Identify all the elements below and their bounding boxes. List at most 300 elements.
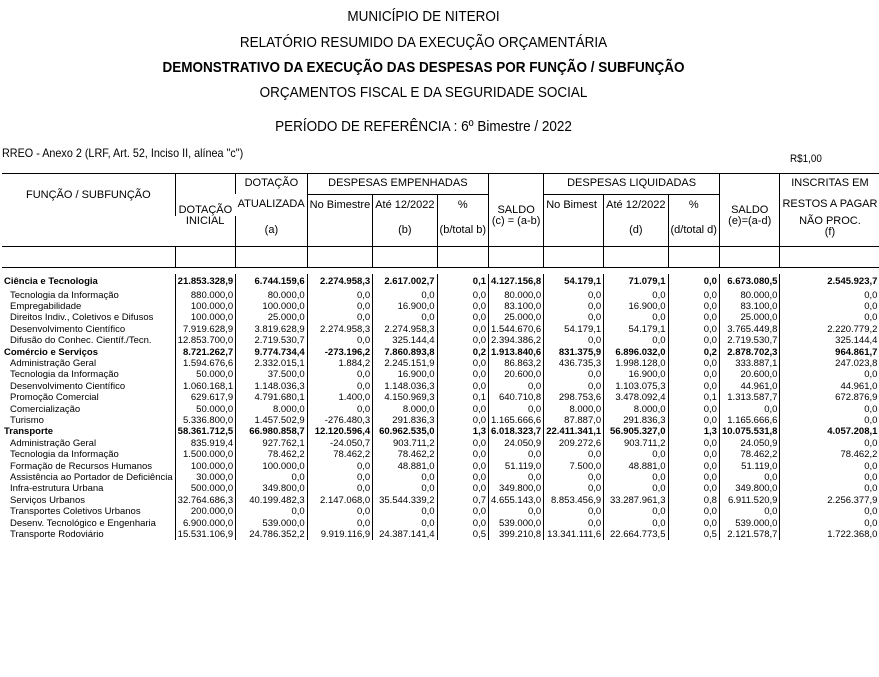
- col-saldo2: SALDO: [719, 174, 779, 217]
- row-value: 1.884,2: [307, 358, 373, 369]
- row-value: 8.000,0: [544, 404, 604, 415]
- row-value: 80.000,0: [489, 290, 544, 301]
- row-value: 0,0: [489, 381, 544, 392]
- row-value: 0,0: [489, 404, 544, 415]
- row-value: 0,0: [780, 312, 879, 323]
- row-value: 0,0: [780, 506, 879, 517]
- row-label: Desenvolvimento Científico: [10, 380, 126, 392]
- table-row: [2, 506, 879, 517]
- row-value: 0,0: [489, 449, 544, 460]
- row-value: 51.119,0: [719, 461, 779, 472]
- row-label: Difusão do Conhec. Científ./Tecn.: [10, 335, 152, 347]
- row-value: 20.600,0: [719, 369, 779, 380]
- col-dotacao-inicial-2: INICIAL: [185, 215, 225, 227]
- row-value: 22.411.341,1: [544, 426, 604, 437]
- row-label: Transportes Coletivos Urbanos: [10, 506, 141, 518]
- row-label: Tecnologia da Informação: [10, 369, 119, 381]
- row-value: 0,0: [604, 483, 668, 494]
- row-value: 0,5: [437, 529, 488, 540]
- row-value: 6.900.000,0: [175, 518, 235, 529]
- row-value: 2.274.958,3: [307, 274, 373, 290]
- row-value: 78.462,2: [307, 449, 373, 460]
- row-value: 903.711,2: [604, 438, 668, 449]
- row-value: 964.861,7: [780, 347, 879, 358]
- row-value: 0,0: [604, 290, 668, 301]
- row-value: 0,0: [604, 449, 668, 460]
- row-label: Empregabilidade: [10, 300, 82, 312]
- row-value: 0,0: [307, 472, 373, 483]
- row-value: 0,1: [437, 392, 488, 403]
- table-row: [2, 274, 879, 290]
- row-value: 6.744.159,6: [236, 274, 308, 290]
- expenses-table: [2, 173, 879, 540]
- row-value: 0,0: [437, 449, 488, 460]
- row-value: 3.765.449,8: [719, 324, 779, 335]
- row-value: 0,0: [544, 449, 604, 460]
- row-value: 8.000,0: [373, 404, 437, 415]
- row-label: Infra-estrutura Urbana: [10, 483, 104, 495]
- row-value: 539.000,0: [489, 518, 544, 529]
- row-label: Promoção Comercial: [10, 392, 99, 404]
- row-value: 672.876,9: [780, 392, 879, 403]
- row-value: 33.287.961,3: [604, 495, 668, 506]
- row-value: 78.462,2: [236, 449, 308, 460]
- row-value: 0,0: [668, 461, 719, 472]
- row-value: 0,0: [719, 472, 779, 483]
- row-value: 0,0: [780, 290, 879, 301]
- row-value: 6.673.080,5: [719, 274, 779, 290]
- row-value: 9.774.734,4: [236, 347, 308, 358]
- row-value: 0,1: [668, 392, 719, 403]
- table-row: [2, 392, 879, 403]
- row-value: 0,0: [544, 335, 604, 346]
- row-value: 1.722.368,0: [780, 529, 879, 540]
- row-value: 48.881,0: [604, 461, 668, 472]
- col-restos-4: (f): [824, 226, 836, 239]
- row-value: 0,0: [307, 518, 373, 529]
- row-value: 0,0: [668, 404, 719, 415]
- row-value: 12.120.596,4: [307, 426, 373, 437]
- row-value: 629.617,9: [175, 392, 235, 403]
- row-value: 349.800,0: [236, 483, 308, 494]
- col-restos-2: RESTOS A PAGAR: [780, 194, 879, 216]
- row-value: 0,0: [780, 404, 879, 415]
- row-value: 4.150.969,3: [373, 392, 437, 403]
- row-value: 7.500,0: [544, 461, 604, 472]
- row-value: 7.860.893,8: [373, 347, 437, 358]
- row-value: 44.961,0: [719, 381, 779, 392]
- row-value: 0,0: [437, 290, 488, 301]
- row-value: 0,1: [437, 274, 488, 290]
- table-row: [2, 449, 879, 460]
- row-value: 1.457.502,9: [236, 415, 308, 426]
- row-label: Desenv. Tecnológico e Engenharia: [10, 517, 156, 529]
- row-value: 12.853.700,0: [175, 335, 235, 346]
- row-value: 0,0: [780, 438, 879, 449]
- row-value: 2.394.386,2: [489, 335, 544, 346]
- row-value: 21.853.328,9: [175, 274, 235, 290]
- row-value: 0,0: [668, 358, 719, 369]
- row-value: 0,0: [307, 483, 373, 494]
- row-value: 44.961,0: [780, 381, 879, 392]
- row-value: 0,0: [373, 312, 437, 323]
- row-value: 1.500.000,0: [175, 449, 235, 460]
- row-value: 100.000,0: [175, 461, 235, 472]
- row-value: 0,0: [437, 438, 488, 449]
- row-value: 0,0: [668, 290, 719, 301]
- row-value: 8.000,0: [604, 404, 668, 415]
- row-value: 0,7: [437, 495, 488, 506]
- row-value: 399.210,8: [489, 529, 544, 540]
- table-row: [2, 426, 879, 437]
- row-value: 6.018.323,7: [489, 426, 544, 437]
- row-value: 0,0: [437, 301, 488, 312]
- row-value: 5.336.800,0: [175, 415, 235, 426]
- row-value: 325.144,4: [373, 335, 437, 346]
- col-dotacao-atual-2: ATUALIZADA: [237, 198, 305, 211]
- row-value: 7.919.628,9: [175, 324, 235, 335]
- row-value: 0,0: [668, 518, 719, 529]
- col-liquidadas: DESPESAS LIQUIDADAS: [544, 174, 720, 195]
- row-value: 0,0: [668, 324, 719, 335]
- row-value: 298.753,6: [544, 392, 604, 403]
- row-value: 3.819.628,9: [236, 324, 308, 335]
- row-value: 831.375,9: [544, 347, 604, 358]
- row-value: 66.980.858,7: [236, 426, 308, 437]
- row-label: Serviços Urbanos: [10, 494, 85, 506]
- row-value: 100.000,0: [175, 312, 235, 323]
- row-value: 9.919.116,9: [307, 529, 373, 540]
- row-value: 83.100,0: [489, 301, 544, 312]
- col-dotacao-inicial-1: DOTAÇÃO: [175, 174, 235, 217]
- row-value: 0,0: [373, 290, 437, 301]
- row-value: 0,0: [307, 461, 373, 472]
- row-value: 0,0: [437, 312, 488, 323]
- row-value: 247.023,8: [780, 358, 879, 369]
- row-value: 0,0: [544, 506, 604, 517]
- row-value: 16.900,0: [604, 369, 668, 380]
- row-label: Tecnologia da Informação: [10, 289, 119, 301]
- row-value: 78.462,2: [373, 449, 437, 460]
- row-value: 0,0: [307, 335, 373, 346]
- row-value: 640.710,8: [489, 392, 544, 403]
- row-value: 0,0: [780, 472, 879, 483]
- row-value: 0,2: [668, 347, 719, 358]
- row-value: 0,0: [668, 415, 719, 426]
- row-value: 54.179,1: [544, 324, 604, 335]
- row-value: 0,5: [668, 529, 719, 540]
- row-value: 0,0: [604, 472, 668, 483]
- row-value: 436.735,3: [544, 358, 604, 369]
- row-value: 0,0: [719, 506, 779, 517]
- row-value: 0,0: [437, 483, 488, 494]
- row-value: 0,0: [236, 472, 308, 483]
- table-row: [2, 335, 879, 346]
- row-value: 1,3: [437, 426, 488, 437]
- row-value: 24.050,9: [719, 438, 779, 449]
- row-value: 0,0: [668, 449, 719, 460]
- col-empenhadas: DESPESAS EMPENHADAS: [307, 174, 488, 195]
- row-value: 0,0: [544, 472, 604, 483]
- row-value: 0,2: [437, 347, 488, 358]
- row-value: 80.000,0: [719, 290, 779, 301]
- row-value: 0,0: [604, 312, 668, 323]
- row-value: 500.000,0: [175, 483, 235, 494]
- row-value: 56.905.327,0: [604, 426, 668, 437]
- row-label: Comércio e Serviços: [4, 346, 98, 358]
- row-value: 54.179,1: [604, 324, 668, 335]
- table-row: [2, 438, 879, 449]
- row-value: 24.050,9: [489, 438, 544, 449]
- row-value: 35.544.339,2: [373, 495, 437, 506]
- table-row: [2, 301, 879, 312]
- table-row: [2, 369, 879, 380]
- row-value: 0,0: [373, 483, 437, 494]
- row-value: 0,0: [780, 301, 879, 312]
- row-value: 539.000,0: [236, 518, 308, 529]
- row-value: 10.075.531,8: [719, 426, 779, 437]
- row-label: Turismo: [10, 414, 44, 426]
- row-value: 51.119,0: [489, 461, 544, 472]
- row-value: 8.000,0: [236, 404, 308, 415]
- table-body: [2, 268, 879, 541]
- row-value: 0,0: [437, 369, 488, 380]
- row-value: 291.836,3: [604, 415, 668, 426]
- table-row: [2, 358, 879, 369]
- row-value: 8.721.262,7: [175, 347, 235, 358]
- row-value: 6.911.520,9: [719, 495, 779, 506]
- row-value: 0,0: [780, 483, 879, 494]
- table-row: [2, 404, 879, 415]
- row-value: 0,0: [489, 472, 544, 483]
- row-label: Transporte Rodoviário: [10, 529, 104, 541]
- row-value: 1.148.036,3: [373, 381, 437, 392]
- row-label: Assistência ao Portador de Deficiência: [10, 472, 173, 483]
- row-value: 4.057.208,1: [780, 426, 879, 437]
- row-value: 927.762,1: [236, 438, 308, 449]
- row-label: Comercialização: [10, 403, 81, 415]
- row-value: 25.000,0: [236, 312, 308, 323]
- row-value: 0,0: [437, 461, 488, 472]
- col-emp-ate-b: (b): [373, 216, 437, 247]
- row-value: 71.079,1: [604, 274, 668, 290]
- row-value: 2.274.958,3: [307, 324, 373, 335]
- row-value: 40.199.482,3: [236, 495, 308, 506]
- row-value: 1.913.840,6: [489, 347, 544, 358]
- row-value: 2.245.151,9: [373, 358, 437, 369]
- row-value: 0,0: [437, 506, 488, 517]
- row-value: 87.887,0: [544, 415, 604, 426]
- row-value: 48.881,0: [373, 461, 437, 472]
- row-value: 22.664.773,5: [604, 529, 668, 540]
- row-value: 325.144,4: [780, 335, 879, 346]
- row-value: 2.121.578,7: [719, 529, 779, 540]
- row-value: 0,0: [307, 369, 373, 380]
- row-label: Tecnologia da Informação: [10, 449, 119, 461]
- row-value: 24.786.352,2: [236, 529, 308, 540]
- row-value: 6.896.032,0: [604, 347, 668, 358]
- row-label: Transporte: [4, 426, 54, 438]
- row-value: 2.332.015,1: [236, 358, 308, 369]
- row-value: 0,0: [307, 404, 373, 415]
- row-value: -24.050,7: [307, 438, 373, 449]
- row-value: 0,0: [544, 312, 604, 323]
- col-funcao: FUNÇÃO / SUBFUNÇÃO: [25, 189, 151, 201]
- row-value: 58.361.712,5: [175, 426, 235, 437]
- row-value: 1.165.666,6: [489, 415, 544, 426]
- row-value: 1.998.128,0: [604, 358, 668, 369]
- row-value: 4.127.156,8: [489, 274, 544, 290]
- row-value: 2.617.002,7: [373, 274, 437, 290]
- row-value: 0,0: [307, 301, 373, 312]
- row-value: 1.060.168,1: [175, 381, 235, 392]
- row-value: 0,0: [668, 369, 719, 380]
- col-emp-pct: %: [437, 194, 488, 216]
- row-value: 0,0: [668, 381, 719, 392]
- row-value: -276.480,3: [307, 415, 373, 426]
- table-row: [2, 461, 879, 472]
- row-value: 20.600,0: [489, 369, 544, 380]
- row-value: 539.000,0: [719, 518, 779, 529]
- row-value: 1.594.676,6: [175, 358, 235, 369]
- row-value: 1.148.036,3: [236, 381, 308, 392]
- col-emp-pct-2: (b/total b): [437, 216, 488, 247]
- row-value: 0,0: [604, 506, 668, 517]
- row-value: 80.000,0: [236, 290, 308, 301]
- row-value: 1.103.075,3: [604, 381, 668, 392]
- row-label: Ciência e Tecnologia: [4, 275, 98, 287]
- table-row: [2, 483, 879, 494]
- table-row: [2, 347, 879, 358]
- row-value: 83.100,0: [719, 301, 779, 312]
- row-value: 100.000,0: [236, 461, 308, 472]
- report-title: RELATÓRIO RESUMIDO DA EXECUÇÃO ORÇAMENTÁRIA: [239, 34, 608, 51]
- table-row: [2, 415, 879, 426]
- row-value: 1,3: [668, 426, 719, 437]
- row-value: 2.274.958,3: [373, 324, 437, 335]
- row-value: 24.387.141,4: [373, 529, 437, 540]
- row-value: 0,0: [544, 518, 604, 529]
- table-row: [2, 518, 879, 529]
- row-value: 32.764.686,3: [175, 495, 235, 506]
- row-value: 0,0: [668, 472, 719, 483]
- row-value: 903.711,2: [373, 438, 437, 449]
- currency-unit: R$1,00: [790, 153, 822, 165]
- row-value: 0,0: [668, 312, 719, 323]
- col-dotacao-atual-3: (a): [236, 216, 308, 247]
- row-value: 1.165.666,6: [719, 415, 779, 426]
- col-saldo1: SALDO: [489, 174, 544, 217]
- col-liq-ate: Até 12/2022: [604, 194, 668, 216]
- table-row: [2, 290, 879, 301]
- reference-period: PERÍODO DE REFERÊNCIA : 6º Bimestre / 2022: [275, 118, 572, 135]
- row-value: 0,0: [437, 381, 488, 392]
- row-value: 0,0: [668, 274, 719, 290]
- row-value: 30.000,0: [175, 472, 235, 483]
- col-liq-ate-d: (d): [604, 216, 668, 247]
- row-value: 0,0: [437, 472, 488, 483]
- row-label: Administração Geral: [10, 357, 97, 369]
- row-value: 0,0: [437, 415, 488, 426]
- row-value: 0,0: [437, 358, 488, 369]
- row-value: 0,0: [668, 301, 719, 312]
- row-value: 0,0: [373, 518, 437, 529]
- row-value: 0,0: [437, 518, 488, 529]
- row-value: 2.220.779,2: [780, 324, 879, 335]
- row-value: 100.000,0: [236, 301, 308, 312]
- row-value: 349.800,0: [719, 483, 779, 494]
- row-value: 25.000,0: [489, 312, 544, 323]
- col-emp-bim: No Bimestre: [307, 194, 373, 216]
- row-value: 2.719.530,7: [719, 335, 779, 346]
- annex-reference: RREO - Anexo 2 (LRF, Art. 52, Inciso II, alínea "c"): [2, 146, 244, 160]
- row-value: 0,0: [668, 506, 719, 517]
- row-value: 50.000,0: [175, 369, 235, 380]
- row-value: 0,0: [544, 483, 604, 494]
- row-value: 333.887,1: [719, 358, 779, 369]
- row-value: 0,0: [437, 335, 488, 346]
- col-dotacao-atual-1: DOTAÇÃO: [236, 174, 308, 195]
- row-label: Administração Geral: [10, 437, 97, 449]
- row-value: 0,0: [668, 483, 719, 494]
- row-value: 0,0: [236, 506, 308, 517]
- row-value: 0,0: [780, 369, 879, 380]
- table-row: [2, 381, 879, 392]
- row-value: 291.836,3: [373, 415, 437, 426]
- table-row: [2, 472, 879, 483]
- row-value: 2.545.923,7: [780, 274, 879, 290]
- row-value: 16.900,0: [604, 301, 668, 312]
- table-row: [2, 312, 879, 323]
- municipality-title: MUNICÍPIO DE NITEROI: [347, 8, 500, 25]
- row-value: 13.341.111,6: [544, 529, 604, 540]
- row-value: 0,0: [373, 506, 437, 517]
- row-value: 0,0: [719, 404, 779, 415]
- row-value: 0,0: [604, 518, 668, 529]
- row-value: 25.000,0: [719, 312, 779, 323]
- row-value: 1.313.587,7: [719, 392, 779, 403]
- statement-title: DEMONSTRATIVO DA EXECUÇÃO DAS DESPESAS POR FUNÇÃO / SUBFUNÇÃO: [162, 59, 685, 76]
- row-value: 0,0: [544, 369, 604, 380]
- row-value: 86.863,2: [489, 358, 544, 369]
- row-value: 15.531.106,9: [175, 529, 235, 540]
- row-value: 0,0: [544, 290, 604, 301]
- col-liq-pct-2: (d/total d): [668, 216, 719, 247]
- row-value: 100.000,0: [175, 301, 235, 312]
- row-value: 4.791.680,1: [236, 392, 308, 403]
- row-value: 0,0: [489, 506, 544, 517]
- row-label: Formação de Recursos Humanos: [10, 460, 153, 472]
- row-value: 2.147.068,0: [307, 495, 373, 506]
- row-value: -273.196,2: [307, 347, 373, 358]
- row-value: 60.962.535,0: [373, 426, 437, 437]
- row-value: 37.500,0: [236, 369, 308, 380]
- row-value: 0,0: [668, 438, 719, 449]
- col-emp-ate: Até 12/2022: [373, 194, 437, 216]
- row-value: 0,0: [544, 301, 604, 312]
- col-saldo2-formula: (e)=(a-d): [719, 216, 779, 247]
- row-value: 50.000,0: [175, 404, 235, 415]
- row-value: 0,0: [307, 290, 373, 301]
- col-restos-1: INSCRITAS EM: [780, 174, 879, 195]
- row-value: 0,0: [437, 324, 488, 335]
- row-value: 0,8: [668, 495, 719, 506]
- row-value: 209.272,6: [544, 438, 604, 449]
- table-row: [2, 495, 879, 506]
- row-value: 78.462,2: [780, 449, 879, 460]
- row-value: 349.800,0: [489, 483, 544, 494]
- row-value: 2.878.702,3: [719, 347, 779, 358]
